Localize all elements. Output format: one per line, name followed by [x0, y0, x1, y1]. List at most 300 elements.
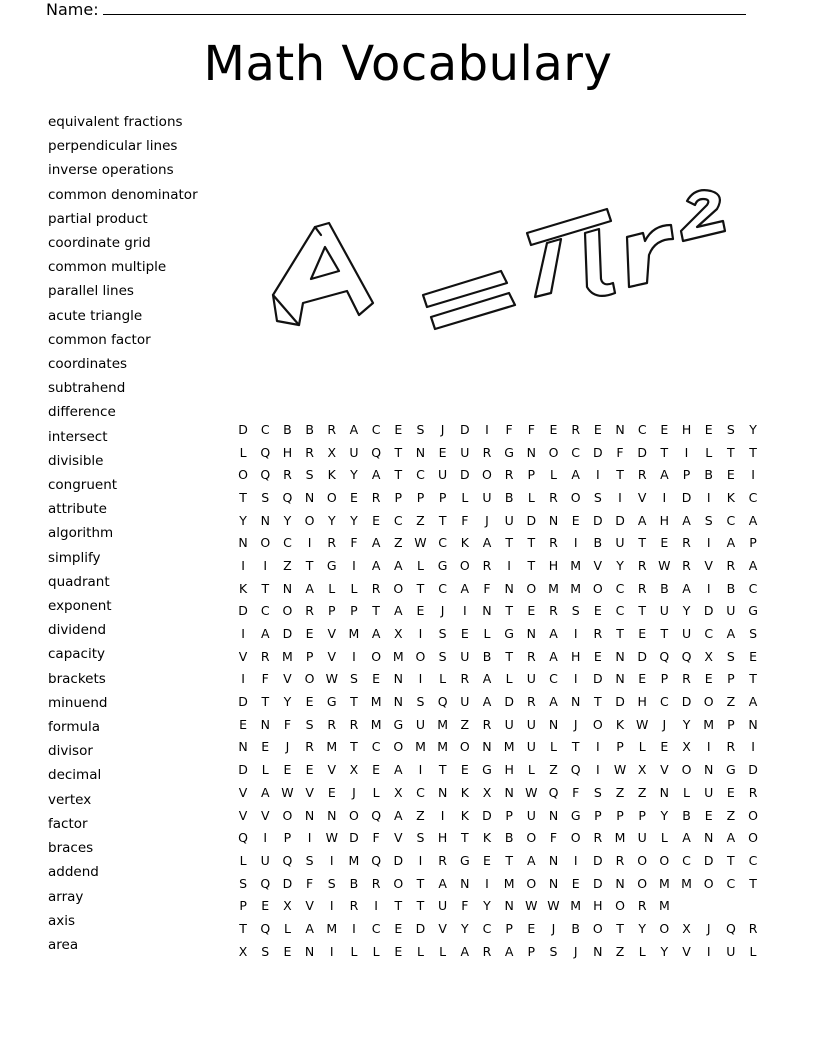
grid-cell[interactable]: O [526, 875, 537, 891]
grid-cell[interactable]: L [350, 943, 358, 959]
grid-cell[interactable]: R [593, 830, 603, 846]
grid-cell[interactable]: E [305, 762, 314, 778]
grid-cell[interactable]: F [350, 535, 358, 551]
grid-cell[interactable]: F [306, 875, 314, 891]
grid-cell[interactable]: S [416, 694, 425, 710]
grid-cell[interactable]: P [527, 943, 536, 959]
grid-cell[interactable]: O [637, 852, 648, 868]
grid-cell[interactable]: I [751, 739, 755, 755]
grid-cell[interactable]: P [416, 489, 425, 505]
grid-cell[interactable]: P [638, 807, 646, 823]
grid-cell[interactable]: A [682, 580, 691, 596]
grid-cell[interactable]: L [505, 671, 513, 687]
grid-cell[interactable]: E [283, 762, 292, 778]
grid-cell[interactable]: R [305, 603, 314, 619]
grid-cell[interactable]: N [260, 512, 270, 528]
grid-cell[interactable]: A [726, 535, 736, 551]
grid-cell[interactable]: D [593, 875, 603, 891]
grid-cell[interactable]: V [327, 648, 337, 664]
grid-cell[interactable]: A [371, 557, 381, 573]
grid-cell[interactable]: O [282, 603, 293, 619]
grid-cell[interactable]: O [371, 648, 382, 664]
grid-cell[interactable]: F [261, 671, 269, 687]
grid-cell[interactable]: G [393, 716, 404, 732]
grid-cell[interactable]: D [703, 852, 714, 868]
grid-cell[interactable]: C [615, 603, 625, 619]
grid-cell[interactable]: M [282, 648, 293, 664]
grid-cell[interactable]: E [527, 920, 536, 936]
grid-cell[interactable]: Q [238, 830, 248, 846]
grid-cell[interactable]: I [485, 421, 489, 437]
grid-cell[interactable]: J [440, 603, 445, 619]
grid-cell[interactable]: N [748, 716, 758, 732]
grid-cell[interactable]: D [593, 852, 603, 868]
grid-cell[interactable]: Y [327, 512, 336, 528]
grid-cell[interactable]: Z [637, 784, 647, 800]
grid-cell[interactable]: E [527, 603, 536, 619]
grid-cell[interactable]: E [749, 648, 757, 664]
grid-cell[interactable]: A [394, 603, 403, 619]
grid-cell[interactable]: D [393, 852, 404, 868]
grid-cell[interactable]: I [418, 671, 423, 687]
grid-cell[interactable]: U [726, 603, 736, 619]
grid-cell[interactable]: U [504, 716, 514, 732]
grid-cell[interactable]: N [615, 875, 625, 891]
grid-cell[interactable]: X [327, 444, 337, 460]
grid-cell[interactable]: P [749, 535, 757, 551]
grid-cell[interactable]: E [327, 784, 336, 800]
grid-cell[interactable]: E [261, 898, 270, 914]
grid-cell[interactable]: U [349, 444, 359, 460]
grid-cell[interactable]: O [592, 716, 603, 732]
grid-cell[interactable]: E [305, 626, 314, 642]
grid-cell[interactable]: O [304, 671, 315, 687]
grid-cell[interactable]: O [748, 807, 758, 823]
grid-cell[interactable]: E [372, 671, 381, 687]
grid-cell[interactable]: O [659, 920, 670, 936]
grid-cell[interactable]: S [327, 875, 336, 891]
grid-cell[interactable]: U [659, 603, 669, 619]
grid-cell[interactable]: O [526, 830, 537, 846]
grid-cell[interactable]: D [593, 671, 603, 687]
grid-cell[interactable]: F [572, 784, 580, 800]
grid-cell[interactable]: B [571, 920, 580, 936]
grid-cell[interactable]: O [570, 489, 581, 505]
grid-cell[interactable]: A [726, 626, 736, 642]
grid-cell[interactable]: O [659, 852, 670, 868]
grid-cell[interactable]: T [394, 898, 403, 914]
grid-cell[interactable]: F [483, 580, 491, 596]
grid-cell[interactable]: R [327, 421, 337, 437]
grid-cell[interactable]: A [504, 943, 514, 959]
grid-cell[interactable]: I [706, 943, 711, 959]
grid-cell[interactable]: L [372, 784, 380, 800]
grid-cell[interactable]: S [726, 648, 735, 664]
grid-cell[interactable]: C [416, 784, 425, 800]
grid-cell[interactable]: N [304, 943, 315, 959]
grid-cell[interactable]: T [438, 512, 447, 528]
grid-cell[interactable]: L [749, 943, 757, 959]
grid-cell[interactable]: O [570, 830, 581, 846]
grid-cell[interactable]: P [505, 920, 513, 936]
grid-cell[interactable]: S [261, 943, 270, 959]
grid-cell[interactable]: Q [282, 489, 293, 505]
grid-cell[interactable]: P [438, 489, 447, 505]
grid-cell[interactable]: A [460, 580, 470, 596]
grid-cell[interactable]: H [681, 421, 692, 437]
grid-cell[interactable]: C [571, 444, 581, 460]
grid-cell[interactable]: V [327, 762, 337, 778]
grid-cell[interactable]: L [705, 444, 713, 460]
grid-cell[interactable]: I [573, 626, 578, 642]
grid-cell[interactable]: X [283, 898, 292, 914]
grid-cell[interactable]: T [305, 557, 314, 573]
grid-cell[interactable]: D [748, 762, 758, 778]
grid-cell[interactable]: S [704, 512, 713, 528]
grid-cell[interactable]: C [438, 535, 447, 551]
grid-cell[interactable]: R [305, 739, 314, 755]
grid-cell[interactable]: H [282, 444, 293, 460]
grid-cell[interactable]: W [325, 830, 338, 846]
grid-cell[interactable]: B [660, 580, 669, 596]
grid-cell[interactable]: R [504, 467, 514, 483]
grid-cell[interactable]: R [571, 421, 580, 437]
grid-cell[interactable]: M [415, 739, 426, 755]
grid-cell[interactable]: T [660, 444, 669, 460]
grid-cell[interactable]: O [548, 444, 559, 460]
grid-cell[interactable]: U [615, 535, 625, 551]
grid-cell[interactable]: N [327, 807, 337, 823]
grid-cell[interactable]: C [615, 580, 625, 596]
grid-cell[interactable]: R [637, 557, 647, 573]
grid-cell[interactable]: D [459, 421, 470, 437]
grid-cell[interactable]: D [282, 875, 293, 891]
name-write-line[interactable] [103, 0, 746, 15]
grid-cell[interactable]: R [371, 489, 381, 505]
grid-cell[interactable]: W [525, 898, 538, 914]
grid-cell[interactable]: O [748, 830, 758, 846]
grid-cell[interactable]: L [261, 762, 269, 778]
grid-cell[interactable]: P [616, 807, 624, 823]
grid-cell[interactable]: A [371, 535, 381, 551]
grid-cell[interactable]: Q [260, 467, 271, 483]
grid-cell[interactable]: S [749, 626, 757, 642]
grid-cell[interactable]: A [748, 557, 758, 573]
grid-cell[interactable]: A [527, 852, 536, 868]
grid-cell[interactable]: B [283, 421, 292, 437]
grid-cell[interactable]: Q [437, 694, 448, 710]
grid-cell[interactable]: L [527, 489, 535, 505]
grid-cell[interactable]: L [683, 784, 690, 800]
grid-cell[interactable]: K [726, 489, 735, 505]
grid-cell[interactable]: S [726, 421, 735, 437]
grid-cell[interactable]: P [682, 467, 691, 483]
grid-cell[interactable]: O [349, 807, 359, 823]
grid-cell[interactable]: J [706, 920, 711, 936]
grid-cell[interactable]: N [304, 489, 315, 505]
grid-cell[interactable]: I [352, 557, 356, 573]
grid-cell[interactable]: I [751, 467, 755, 483]
grid-cell[interactable]: S [261, 489, 270, 505]
grid-cell[interactable]: T [616, 626, 624, 642]
grid-cell[interactable]: O [681, 762, 692, 778]
grid-cell[interactable]: I [684, 444, 689, 460]
grid-cell[interactable]: A [260, 784, 270, 800]
grid-cell[interactable]: O [592, 580, 603, 596]
grid-cell[interactable]: M [392, 648, 404, 664]
grid-cell[interactable]: W [613, 762, 627, 778]
grid-cell[interactable]: I [706, 489, 711, 505]
grid-cell[interactable]: C [260, 603, 270, 619]
grid-cell[interactable]: I [595, 467, 600, 483]
grid-cell[interactable]: P [505, 807, 513, 823]
grid-cell[interactable]: N [593, 943, 603, 959]
grid-cell[interactable]: Y [616, 557, 624, 573]
grid-cell[interactable]: I [706, 535, 711, 551]
grid-cell[interactable]: Z [416, 512, 425, 528]
grid-cell[interactable]: S [416, 421, 425, 437]
grid-cell[interactable]: A [748, 512, 758, 528]
grid-cell[interactable]: E [349, 489, 358, 505]
grid-cell[interactable]: B [349, 875, 359, 891]
grid-cell[interactable]: T [660, 626, 669, 642]
grid-cell[interactable]: G [482, 762, 492, 778]
grid-cell[interactable]: N [659, 784, 670, 800]
grid-cell[interactable]: T [416, 898, 425, 914]
grid-cell[interactable]: M [348, 626, 360, 642]
grid-cell[interactable]: N [238, 535, 248, 551]
grid-cell[interactable]: Z [283, 557, 292, 573]
grid-cell[interactable]: E [660, 739, 669, 755]
grid-cell[interactable]: H [548, 557, 559, 573]
grid-cell[interactable]: I [241, 671, 245, 687]
grid-cell[interactable]: U [438, 898, 448, 914]
grid-cell[interactable]: R [748, 920, 758, 936]
grid-cell[interactable]: I [507, 557, 511, 573]
grid-cell[interactable]: M [703, 716, 715, 732]
grid-cell[interactable]: D [238, 694, 248, 710]
grid-cell[interactable]: E [394, 421, 403, 437]
grid-cell[interactable]: N [437, 784, 448, 800]
grid-cell[interactable]: D [282, 626, 293, 642]
grid-cell[interactable]: I [418, 762, 423, 778]
grid-cell[interactable]: M [658, 875, 670, 891]
grid-cell[interactable]: T [616, 920, 624, 936]
grid-cell[interactable]: C [726, 512, 736, 528]
grid-cell[interactable]: T [261, 580, 270, 596]
grid-cell[interactable]: O [459, 739, 470, 755]
grid-cell[interactable]: Z [460, 716, 470, 732]
grid-cell[interactable]: D [681, 489, 692, 505]
grid-cell[interactable]: E [283, 943, 292, 959]
grid-cell[interactable]: I [573, 535, 578, 551]
grid-cell[interactable]: Y [483, 898, 491, 914]
grid-cell[interactable]: R [726, 557, 736, 573]
grid-cell[interactable]: L [416, 557, 424, 573]
grid-cell[interactable]: M [503, 739, 515, 755]
grid-cell[interactable]: E [438, 444, 447, 460]
grid-cell[interactable]: N [615, 671, 625, 687]
grid-cell[interactable]: S [305, 716, 314, 732]
grid-cell[interactable]: Q [725, 920, 736, 936]
grid-cell[interactable]: R [482, 444, 492, 460]
grid-cell[interactable]: I [352, 920, 356, 936]
grid-cell[interactable]: A [305, 580, 314, 596]
grid-cell[interactable]: A [394, 762, 403, 778]
grid-cell[interactable]: N [615, 648, 625, 664]
grid-cell[interactable]: N [504, 580, 514, 596]
grid-cell[interactable]: I [307, 830, 312, 846]
grid-cell[interactable]: R [349, 898, 359, 914]
grid-cell[interactable]: Y [638, 920, 646, 936]
grid-cell[interactable]: X [704, 648, 713, 664]
grid-cell[interactable]: D [415, 920, 426, 936]
grid-cell[interactable]: D [637, 648, 647, 664]
grid-cell[interactable]: O [393, 875, 404, 891]
grid-cell[interactable]: M [570, 557, 582, 573]
grid-cell[interactable]: D [593, 444, 603, 460]
grid-cell[interactable]: E [726, 467, 735, 483]
grid-cell[interactable]: R [260, 648, 270, 664]
grid-cell[interactable]: I [241, 626, 245, 642]
grid-cell[interactable]: I [440, 807, 445, 823]
grid-cell[interactable]: M [548, 580, 559, 596]
grid-cell[interactable]: R [482, 943, 492, 959]
grid-cell[interactable]: M [614, 830, 626, 846]
grid-cell[interactable]: T [749, 671, 757, 687]
grid-cell[interactable]: H [593, 898, 603, 914]
grid-cell[interactable]: Q [260, 875, 271, 891]
grid-cell[interactable]: D [593, 512, 603, 528]
grid-cell[interactable]: N [615, 421, 625, 437]
grid-cell[interactable]: S [349, 671, 358, 687]
grid-cell[interactable]: X [482, 784, 492, 800]
grid-cell[interactable]: T [616, 467, 624, 483]
grid-cell[interactable]: V [283, 671, 292, 687]
grid-cell[interactable]: E [372, 512, 381, 528]
grid-cell[interactable]: D [703, 603, 714, 619]
grid-cell[interactable]: N [504, 784, 514, 800]
grid-cell[interactable]: Q [681, 648, 692, 664]
grid-cell[interactable]: K [460, 535, 469, 551]
grid-cell[interactable]: T [638, 603, 646, 619]
grid-cell[interactable]: R [637, 580, 647, 596]
grid-cell[interactable]: C [549, 671, 558, 687]
grid-cell[interactable]: M [681, 875, 692, 891]
grid-cell[interactable]: L [527, 762, 535, 778]
grid-cell[interactable]: D [615, 694, 625, 710]
grid-cell[interactable]: B [704, 467, 713, 483]
grid-cell[interactable]: Q [570, 762, 581, 778]
grid-cell[interactable]: V [238, 807, 248, 823]
grid-cell[interactable]: R [549, 603, 558, 619]
grid-cell[interactable]: Z [726, 694, 736, 710]
grid-cell[interactable]: X [238, 943, 248, 959]
grid-cell[interactable]: W [658, 557, 671, 573]
grid-cell[interactable]: A [260, 626, 270, 642]
grid-cell[interactable]: V [305, 784, 314, 800]
grid-cell[interactable]: V [238, 784, 248, 800]
grid-cell[interactable]: N [570, 694, 581, 710]
grid-cell[interactable]: N [482, 739, 492, 755]
grid-cell[interactable]: A [637, 512, 647, 528]
grid-cell[interactable]: Q [371, 444, 382, 460]
grid-cell[interactable]: R [438, 852, 447, 868]
grid-cell[interactable]: J [285, 739, 290, 755]
grid-cell[interactable]: T [505, 603, 513, 619]
grid-cell[interactable]: R [637, 467, 647, 483]
grid-cell[interactable]: E [460, 626, 469, 642]
grid-cell[interactable]: I [418, 852, 423, 868]
grid-cell[interactable]: S [593, 489, 602, 505]
grid-cell[interactable]: L [439, 943, 447, 959]
grid-cell[interactable]: X [394, 626, 403, 642]
grid-cell[interactable]: U [637, 830, 647, 846]
grid-cell[interactable]: P [305, 648, 314, 664]
grid-cell[interactable]: Q [659, 648, 670, 664]
grid-cell[interactable]: N [548, 512, 559, 528]
grid-cell[interactable]: D [238, 603, 248, 619]
grid-cell[interactable]: S [239, 875, 248, 891]
grid-cell[interactable]: M [326, 920, 338, 936]
grid-cell[interactable]: R [482, 557, 492, 573]
grid-cell[interactable]: C [682, 852, 691, 868]
grid-cell[interactable]: Z [394, 535, 403, 551]
grid-cell[interactable]: X [682, 739, 691, 755]
grid-cell[interactable]: L [660, 830, 668, 846]
grid-cell[interactable]: N [393, 694, 403, 710]
grid-cell[interactable]: G [570, 807, 581, 823]
grid-cell[interactable]: T [438, 762, 447, 778]
grid-cell[interactable]: C [416, 467, 425, 483]
grid-cell[interactable]: N [548, 807, 559, 823]
grid-cell[interactable]: I [706, 580, 711, 596]
grid-cell[interactable]: N [526, 626, 536, 642]
grid-cell[interactable]: A [549, 626, 558, 642]
grid-cell[interactable]: P [394, 489, 403, 505]
grid-cell[interactable]: K [327, 467, 336, 483]
grid-cell[interactable]: Q [548, 784, 559, 800]
grid-cell[interactable]: R [526, 648, 536, 664]
grid-cell[interactable]: U [460, 444, 470, 460]
grid-cell[interactable]: E [394, 920, 403, 936]
grid-cell[interactable]: R [549, 535, 558, 551]
grid-cell[interactable]: C [726, 875, 736, 891]
grid-cell[interactable]: F [461, 512, 469, 528]
grid-cell[interactable]: R [305, 444, 314, 460]
grid-cell[interactable]: O [326, 489, 337, 505]
grid-cell[interactable]: T [505, 648, 513, 664]
grid-cell[interactable]: T [261, 694, 270, 710]
grid-cell[interactable]: C [637, 421, 647, 437]
grid-cell[interactable]: E [593, 603, 602, 619]
grid-cell[interactable]: L [638, 943, 646, 959]
grid-cell[interactable]: O [526, 580, 537, 596]
grid-cell[interactable]: U [526, 807, 536, 823]
grid-cell[interactable]: L [350, 580, 358, 596]
grid-cell[interactable]: C [482, 920, 492, 936]
grid-cell[interactable]: X [349, 762, 359, 778]
grid-cell[interactable]: J [662, 716, 667, 732]
grid-cell[interactable]: O [459, 557, 470, 573]
grid-cell[interactable]: R [549, 489, 558, 505]
grid-cell[interactable]: J [352, 784, 356, 800]
grid-cell[interactable]: W [635, 716, 649, 732]
grid-cell[interactable]: R [371, 580, 381, 596]
grid-cell[interactable]: O [393, 739, 404, 755]
grid-cell[interactable]: U [704, 784, 714, 800]
grid-cell[interactable]: C [748, 489, 758, 505]
